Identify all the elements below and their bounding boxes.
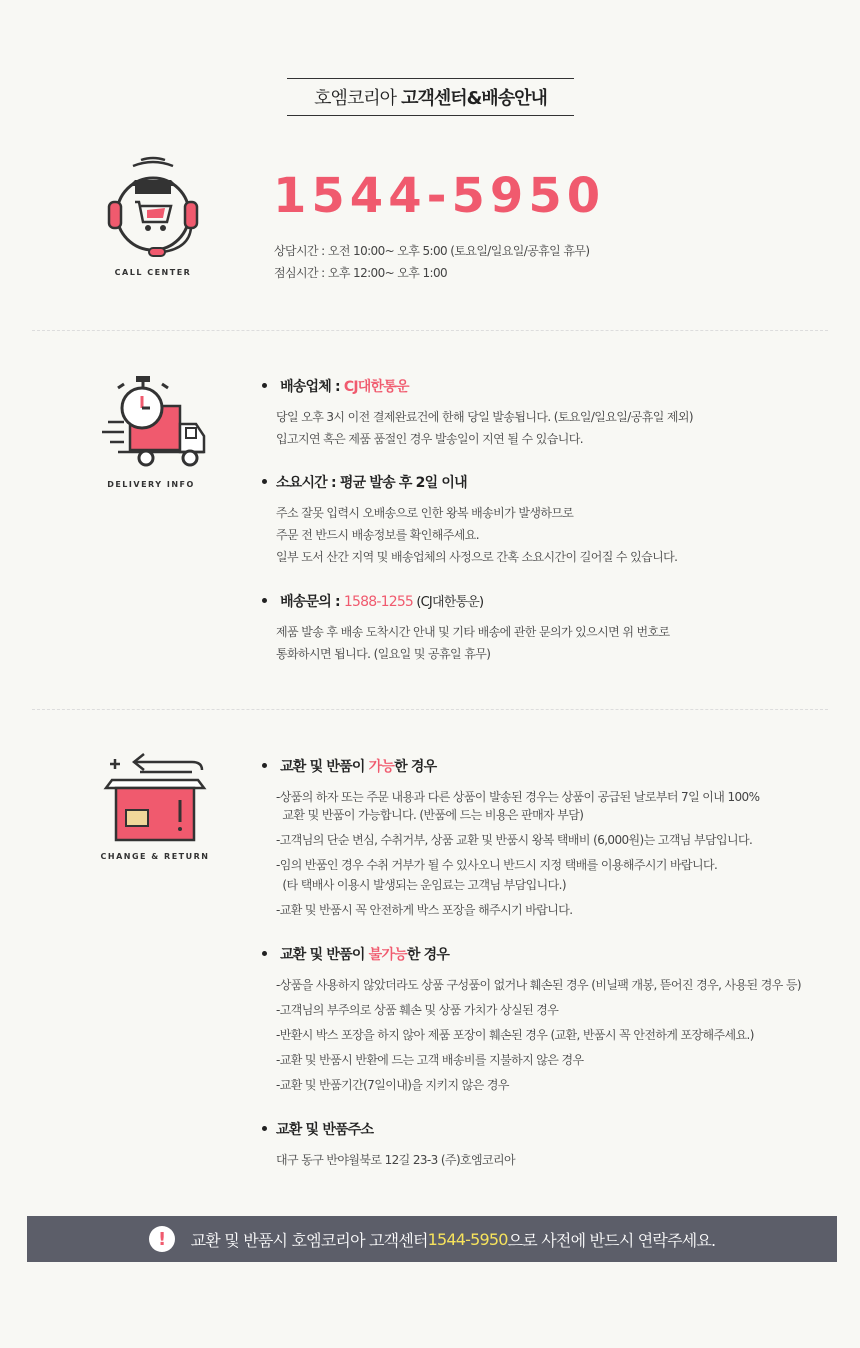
exchange-possible-line: (타 택배사 이용시 발생되는 운임료는 고객님 부담입니다.) <box>276 878 566 892</box>
exchange-impossible-post: 한 경우 <box>406 947 450 963</box>
call-center-lunch: 점심시간 : 오후 12:00~ 오후 1:00 <box>274 266 448 280</box>
notice-pre: 교환 및 반품시 호엠코리아 고객센터 <box>190 1230 428 1250</box>
exchange-possible-pre: 교환 및 반품이 <box>280 759 369 775</box>
exchange-block <box>90 750 220 861</box>
exchange-possible-post: 한 경우 <box>394 759 437 775</box>
section-divider <box>32 330 828 331</box>
exchange-impossible-line: -상품을 사용하지 않았더라도 상품 구성품이 없거나 훼손된 경우 (비닐팩 개봉, 뜯어진 경우, 사용된 경우 등) <box>276 978 801 992</box>
delivery-time-heading: 소요시간 : 평균 발송 후 2일 이내 <box>262 472 467 492</box>
headset-cart-icon <box>103 156 203 262</box>
exchange-impossible-red: 불가능 <box>368 947 407 963</box>
section-divider <box>32 709 828 710</box>
call-center-caption: CALL CENTER <box>114 268 192 277</box>
page-title <box>287 78 574 116</box>
exchange-impossible-line: -교환 및 반품기간(7일이내)을 지키지 않은 경우 <box>276 1078 509 1092</box>
delivery-time-line: 일부 도서 산간 지역 및 배송업체의 사정으로 간혹 소요시간이 길어질 수 있습니다. <box>276 550 678 564</box>
delivery-time-line: 주소 잘못 입력시 오배송으로 인한 왕복 배송비가 발생하므로 <box>276 506 574 520</box>
exchange-impossible-pre: 교환 및 반품이 <box>280 947 369 963</box>
delivery-truck-icon <box>96 376 206 474</box>
call-center-phone[interactable]: 1544-5950 <box>273 168 606 224</box>
notice-post: 으로 사전에 반드시 연락주세요. <box>507 1230 716 1250</box>
exchange-address-heading: 교환 및 반품주소 <box>262 1119 373 1139</box>
notice-phone[interactable]: 1544-5950 <box>427 1229 508 1249</box>
exchange-impossible-heading <box>262 944 449 964</box>
exclamation-icon: ! <box>149 1226 175 1252</box>
delivery-inquiry-line: 제품 발송 후 배송 도착시간 안내 및 기타 배송에 관한 문의가 있으시면 위 번호로 <box>276 625 670 639</box>
notice-bar <box>27 1216 837 1262</box>
exchange-possible-line: -고객님의 단순 변심, 수취거부, 상품 교환 및 반품시 왕복 택배비 (6,000원)는 고객님 부담입니다. <box>276 833 753 847</box>
exchange-possible-line: -교환 및 반품시 꼭 안전하게 박스 포장을 해주시기 바랍니다. <box>276 903 573 917</box>
exchange-address-value: 대구 동구 반야월북로 12길 23-3 (주)호엠코리아 <box>276 1153 516 1167</box>
delivery-time-line: 주문 전 반드시 배송정보를 확인해주세요. <box>276 528 479 542</box>
exchange-possible-line: -임의 반품인 경우 수취 거부가 될 수 있사오니 반드시 지정 택배를 이용해주시기 바랍니다. <box>276 858 718 872</box>
exchange-impossible-line: -교환 및 반품시 반환에 드는 고객 배송비를 지불하지 않은 경우 <box>276 1053 584 1067</box>
delivery-caption: DELIVERY INFO <box>107 480 195 489</box>
title-light: 호엠코리아 <box>314 88 397 109</box>
title-bold: 고객센터&배송안내 <box>401 88 547 109</box>
delivery-company-line: 입고지연 혹은 제품 품절인 경우 발송일이 지연 될 수 있습니다. <box>276 432 583 446</box>
delivery-inquiry-suffix: (CJ대한통운) <box>413 595 484 610</box>
exchange-possible-red: 가능 <box>368 759 395 775</box>
call-center-block <box>88 156 218 277</box>
delivery-inquiry-heading <box>262 591 483 611</box>
delivery-inquiry-line: 통화하시면 됩니다. (일요일 및 공휴일 휴무) <box>276 647 491 661</box>
exchange-possible-line: -상품의 하자 또는 주문 내용과 다른 상품이 발송된 경우는 상품이 공급된 날로부터 7일 이내 100% <box>276 790 760 804</box>
delivery-inquiry-label: 배송문의 : <box>280 594 344 610</box>
delivery-company-heading <box>262 376 409 396</box>
delivery-inquiry-phone[interactable]: 1588-1255 <box>343 594 414 610</box>
delivery-company-value: CJ대한통운 <box>343 379 409 395</box>
exchange-caption: CHANGE & RETURN <box>100 852 210 861</box>
exchange-possible-line: 교환 및 반품이 가능합니다. (반품에 드는 비용은 판매자 부담) <box>276 808 584 822</box>
return-box-icon <box>100 750 210 846</box>
exchange-impossible-line: -반환시 박스 포장을 하지 않아 제품 포장이 훼손된 경우 (교환, 반품시 꼭 안전하게 포장해주세요.) <box>276 1028 754 1042</box>
delivery-block <box>86 376 216 489</box>
exchange-impossible-line: -고객님의 부주의로 상품 훼손 및 상품 가치가 상실된 경우 <box>276 1003 559 1017</box>
call-center-hours: 상담시간 : 오전 10:00~ 오후 5:00 (토요일/일요일/공휴일 휴무) <box>274 244 590 258</box>
delivery-company-label: 배송업체 : <box>280 379 344 395</box>
delivery-company-line: 당일 오후 3시 이전 결제완료건에 한해 당일 발송됩니다. (토요일/일요일/공휴일 제외) <box>276 410 693 424</box>
exchange-possible-heading <box>262 756 436 776</box>
